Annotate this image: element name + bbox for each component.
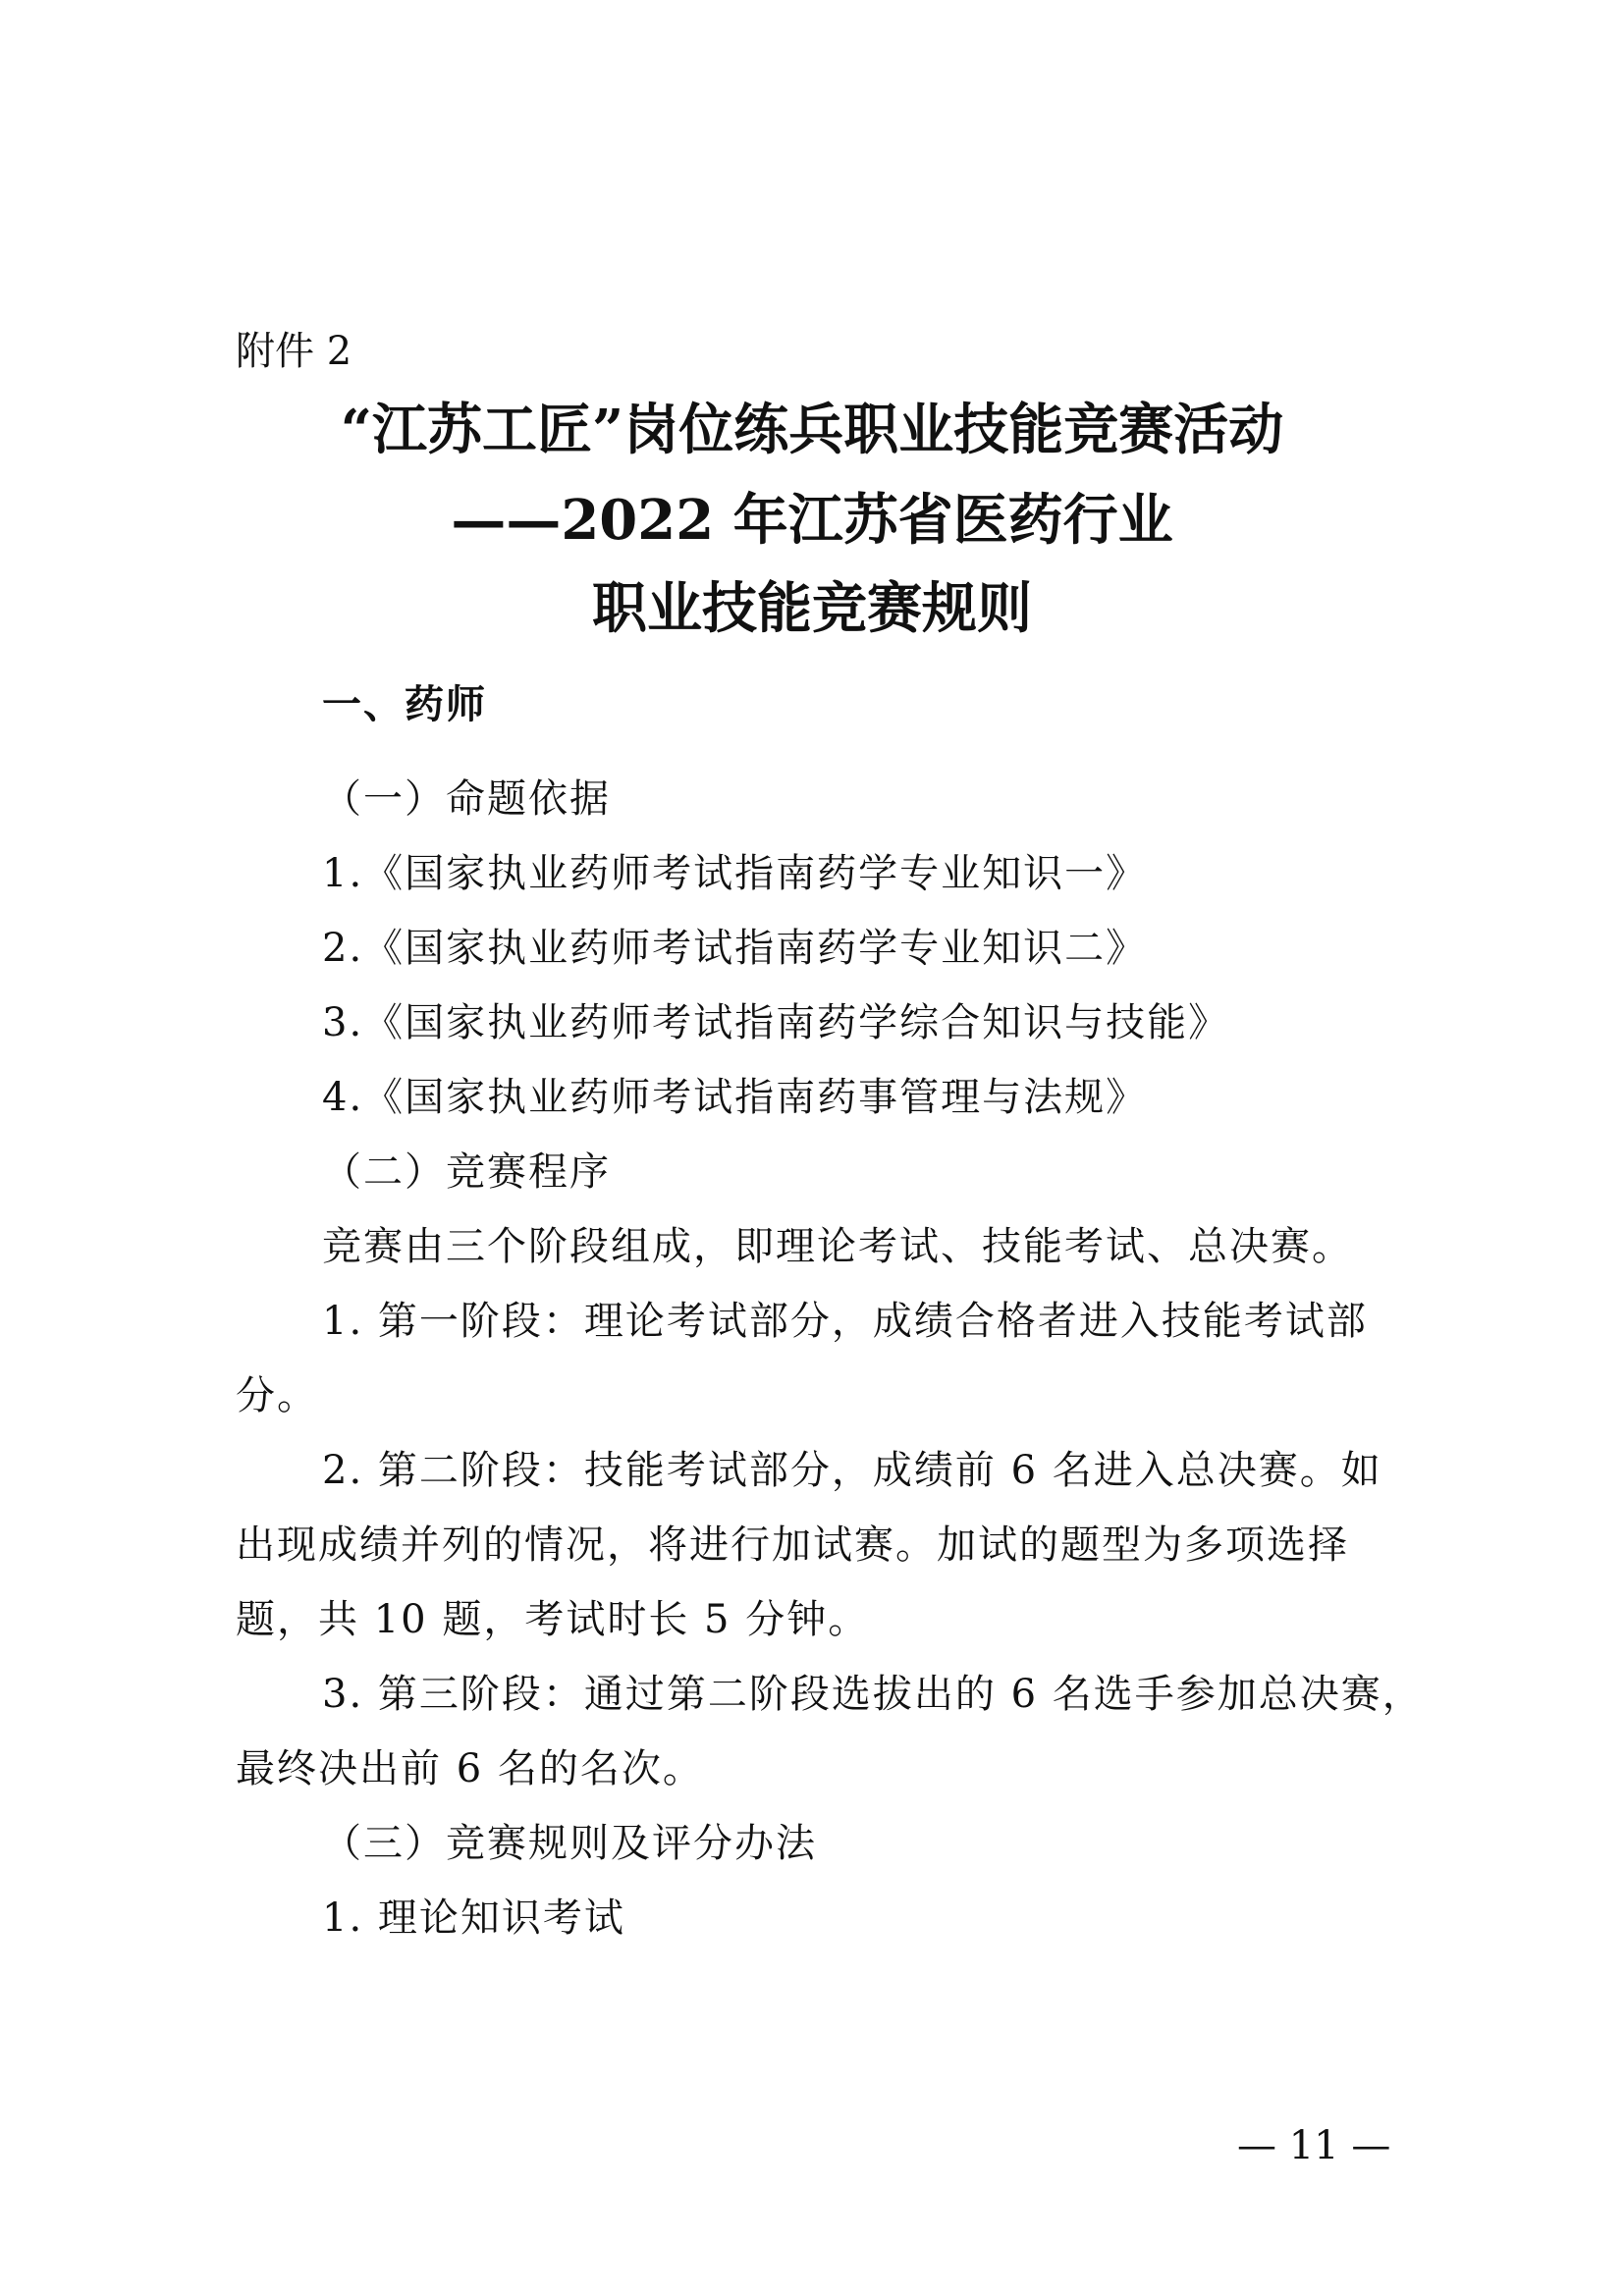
stage3-line-1: 3. 第三阶段：通过第二阶段选拔出的 6 名选手参加总决赛， <box>322 1672 1424 1717</box>
rule1-heading: 1. 理论知识考试 <box>322 1896 625 1941</box>
basis-item-2: 2.《国家执业药师考试指南药学专业知识二》 <box>322 926 1148 971</box>
page-number: — 11 — <box>1237 2123 1391 2168</box>
section-heading-pharmacist: 一、药师 <box>322 682 487 727</box>
stage2-line-3: 题，共 10 题，考试时长 5 分钟。 <box>236 1597 870 1642</box>
subsection-heading-basis: （一）命题依据 <box>322 776 611 822</box>
attachment-label: 附件 2 <box>236 329 352 374</box>
stage1-line-2: 分。 <box>236 1373 318 1418</box>
subsection-heading-procedure: （二）竞赛程序 <box>322 1149 611 1195</box>
stage2-line-2: 出现成绩并列的情况，将进行加试赛。加试的题型为多项选择 <box>236 1522 1349 1568</box>
basis-item-3: 3.《国家执业药师考试指南药学综合知识与技能》 <box>322 1000 1230 1045</box>
title-line-1: “江苏工匠”岗位练兵职业技能竞赛活动 <box>340 398 1284 462</box>
title-line-2: ——2022 年江苏省医药行业 <box>451 488 1173 553</box>
stage2-line-1: 2. 第二阶段：技能考试部分，成绩前 6 名进入总决赛。如 <box>322 1448 1382 1493</box>
procedure-intro: 竞赛由三个阶段组成，即理论考试、技能考试、总决赛。 <box>322 1224 1353 1269</box>
basis-item-4: 4.《国家执业药师考试指南药事管理与法规》 <box>322 1075 1148 1120</box>
title-line-3: 职业技能竞赛规则 <box>592 576 1032 641</box>
subsection-heading-rules: （三）竞赛规则及评分办法 <box>322 1821 817 1866</box>
stage3-line-2: 最终决出前 6 名的名次。 <box>236 1746 704 1791</box>
stage1-line-1: 1. 第一阶段：理论考试部分，成绩合格者进入技能考试部 <box>322 1299 1368 1344</box>
basis-item-1: 1.《国家执业药师考试指南药学专业知识一》 <box>322 851 1148 896</box>
